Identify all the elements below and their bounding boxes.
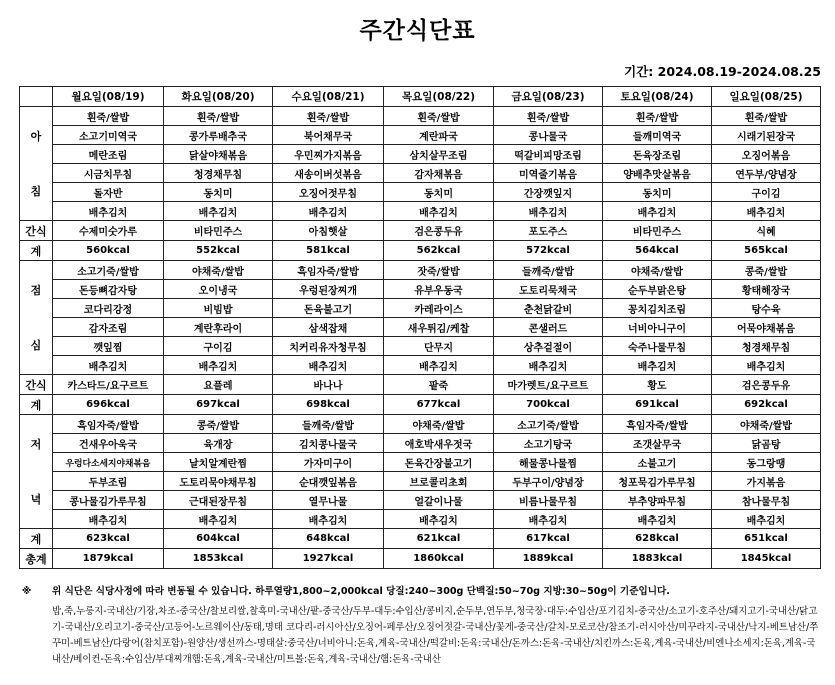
menu-item: 돈육장조림 <box>603 145 712 164</box>
menu-item: 떡갈비피망조림 <box>494 145 603 164</box>
menu-item: 닭곰탕 <box>712 434 821 453</box>
kcal-row <box>20 241 821 261</box>
menu-item: 비빔밥 <box>164 299 273 318</box>
menu-item: 배추김치 <box>712 356 821 375</box>
day-header: 화요일(08/20) <box>164 87 273 107</box>
menu-item: 우렁다소세지야채볶음 <box>53 453 164 472</box>
menu-item: 들깨미역국 <box>603 126 712 145</box>
menu-item: 카레라이스 <box>384 299 494 318</box>
kcal-cell: 651kcal <box>712 529 821 549</box>
menu-item: 탕수육 <box>712 299 821 318</box>
snack-cell: 아침햇살 <box>273 221 384 241</box>
menu-item: 참나물무침 <box>712 491 821 510</box>
dinner-row <box>20 434 821 453</box>
menu-item: 메란조림 <box>53 145 164 164</box>
lunch-label-char: 심 <box>30 338 42 352</box>
kcal-cell: 692kcal <box>712 395 821 415</box>
kcal-label: 계 <box>20 529 53 549</box>
menu-item: 흑임자죽/쌀밥 <box>273 261 384 280</box>
total-cell: 1889kcal <box>494 549 603 569</box>
menu-item: 콩가루배추국 <box>164 126 273 145</box>
snack-cell: 바나나 <box>273 375 384 395</box>
kcal-cell: 572kcal <box>494 241 603 261</box>
dinner-label-char: 녁 <box>30 492 42 506</box>
menu-item: 양배추맛살볶음 <box>603 164 712 183</box>
snack-label: 간식 <box>20 221 53 241</box>
breakfast-row <box>20 107 821 126</box>
menu-item: 동그랑땡 <box>712 453 821 472</box>
menu-item: 감자채볶음 <box>384 164 494 183</box>
day-header: 목요일(08/22) <box>384 87 494 107</box>
menu-item: 흰죽/쌀밥 <box>603 107 712 126</box>
kcal-cell: 565kcal <box>712 241 821 261</box>
dinner-row <box>20 491 821 510</box>
menu-item: 야채죽/쌀밥 <box>384 415 494 434</box>
snack-row <box>20 375 821 395</box>
menu-item: 흰죽/쌀밥 <box>53 107 164 126</box>
menu-item: 청경채무침 <box>164 164 273 183</box>
total-cell: 1883kcal <box>603 549 712 569</box>
dinner-row <box>20 453 821 472</box>
kcal-cell: 697kcal <box>164 395 273 415</box>
menu-item: 배추김치 <box>384 510 494 529</box>
lunch-row <box>20 318 821 337</box>
snack-cell: 비타민주스 <box>603 221 712 241</box>
menu-item: 콘샐러드 <box>494 318 603 337</box>
menu-item: 오징어젓무침 <box>273 183 384 202</box>
weekly-menu-table <box>19 86 821 569</box>
menu-item: 꽁치김치조림 <box>603 299 712 318</box>
breakfast-row <box>20 183 821 202</box>
menu-item: 소고기미역국 <box>53 126 164 145</box>
menu-item: 가자미구이 <box>273 453 384 472</box>
menu-item: 오이냉국 <box>164 280 273 299</box>
menu-item: 배추김치 <box>53 510 164 529</box>
snack-cell: 검은콩두유 <box>384 221 494 241</box>
menu-item: 시금치무침 <box>53 164 164 183</box>
dinner-row <box>20 472 821 491</box>
lunch-row <box>20 337 821 356</box>
menu-body <box>20 107 821 569</box>
menu-item: 야채죽/쌀밥 <box>712 415 821 434</box>
menu-item: 순두부맑은탕 <box>603 280 712 299</box>
kcal-cell: 552kcal <box>164 241 273 261</box>
kcal-cell: 691kcal <box>603 395 712 415</box>
menu-item: 육개장 <box>164 434 273 453</box>
breakfast-row <box>20 202 821 221</box>
menu-item: 야채죽/쌀밥 <box>603 261 712 280</box>
kcal-label: 계 <box>20 241 53 261</box>
breakfast-label <box>20 107 53 221</box>
menu-item: 돌자반 <box>53 183 164 202</box>
menu-item: 단무지 <box>384 337 494 356</box>
menu-item: 콩죽/쌀밥 <box>164 415 273 434</box>
asterisk-mark: ※ <box>22 586 32 597</box>
menu-item: 배추김치 <box>273 202 384 221</box>
menu-item: 브로콜리초회 <box>384 472 494 491</box>
lunch-label-char: 점 <box>30 283 42 297</box>
menu-item: 배추김치 <box>712 202 821 221</box>
menu-item: 배추김치 <box>603 202 712 221</box>
dinner-label <box>20 415 53 529</box>
menu-item: 돈등뼈감자탕 <box>53 280 164 299</box>
menu-item: 애호박새우젓국 <box>384 434 494 453</box>
snack-cell: 팥죽 <box>384 375 494 395</box>
menu-item: 너비아니구이 <box>603 318 712 337</box>
dinner-row <box>20 415 821 434</box>
menu-item: 계란파국 <box>384 126 494 145</box>
snack-cell: 마가렛트/요구르트 <box>494 375 603 395</box>
day-header: 수요일(08/21) <box>273 87 384 107</box>
lunch-row <box>20 299 821 318</box>
menu-item: 배추김치 <box>603 356 712 375</box>
dinner-label-char: 저 <box>30 437 42 451</box>
menu-item: 치커리유자청무침 <box>273 337 384 356</box>
day-header: 월요일(08/19) <box>53 87 164 107</box>
lunch-row <box>20 261 821 280</box>
kcal-label: 계 <box>20 395 53 415</box>
menu-item: 흰죽/쌀밥 <box>384 107 494 126</box>
menu-item: 연두부/양념장 <box>712 164 821 183</box>
menu-item: 흰죽/쌀밥 <box>273 107 384 126</box>
menu-item: 돈육간장불고기 <box>384 453 494 472</box>
total-label: 총계 <box>20 549 53 569</box>
menu-item: 닭살야채볶음 <box>164 145 273 164</box>
kcal-cell: 696kcal <box>53 395 164 415</box>
menu-item: 소고기죽/쌀밥 <box>494 415 603 434</box>
menu-item: 동치미 <box>384 183 494 202</box>
breakfast-label-char: 아 <box>30 129 42 143</box>
menu-item: 배추김치 <box>384 356 494 375</box>
day-header: 금요일(08/23) <box>494 87 603 107</box>
kcal-cell: 560kcal <box>53 241 164 261</box>
menu-item: 동치미 <box>603 183 712 202</box>
menu-item: 깻잎찜 <box>53 337 164 356</box>
kcal-row <box>20 395 821 415</box>
menu-item: 동치미 <box>164 183 273 202</box>
menu-item: 부추양파무침 <box>603 491 712 510</box>
total-cell: 1879kcal <box>53 549 164 569</box>
menu-item: 배추김치 <box>603 510 712 529</box>
menu-item: 흰죽/쌀밥 <box>164 107 273 126</box>
menu-item: 어묵야채볶음 <box>712 318 821 337</box>
breakfast-row <box>20 126 821 145</box>
menu-item: 청포묵김가루무침 <box>603 472 712 491</box>
menu-item: 도토리묵채국 <box>494 280 603 299</box>
menu-item: 오징어볶음 <box>712 145 821 164</box>
breakfast-row <box>20 164 821 183</box>
menu-item: 간장깻잎지 <box>494 183 603 202</box>
breakfast-row <box>20 145 821 164</box>
menu-item: 도토리묵야채무침 <box>164 472 273 491</box>
menu-item: 계란후라이 <box>164 318 273 337</box>
menu-item: 콩나물김가루무침 <box>53 491 164 510</box>
menu-item: 황태해장국 <box>712 280 821 299</box>
lunch-row <box>20 356 821 375</box>
kcal-cell: 562kcal <box>384 241 494 261</box>
menu-item: 배추김치 <box>273 356 384 375</box>
menu-item: 춘천닭갈비 <box>494 299 603 318</box>
kcal-cell: 648kcal <box>273 529 384 549</box>
page-title: 주간식단표 <box>359 18 476 44</box>
total-cell: 1853kcal <box>164 549 273 569</box>
menu-item: 북어채무국 <box>273 126 384 145</box>
menu-item: 소고기탕국 <box>494 434 603 453</box>
kcal-cell: 677kcal <box>384 395 494 415</box>
kcal-cell: 628kcal <box>603 529 712 549</box>
menu-item: 두부조림 <box>53 472 164 491</box>
menu-item: 구이김 <box>712 183 821 202</box>
menu-item: 배추김치 <box>53 356 164 375</box>
menu-item: 배추김치 <box>384 202 494 221</box>
dinner-row <box>20 510 821 529</box>
menu-item: 상추겉절이 <box>494 337 603 356</box>
day-header: 일요일(08/25) <box>712 87 821 107</box>
kcal-cell: 617kcal <box>494 529 603 549</box>
snack-cell: 카스타드/요구르트 <box>53 375 164 395</box>
menu-item: 두부구이/양념장 <box>494 472 603 491</box>
menu-item: 새우튀김/케찹 <box>384 318 494 337</box>
menu-item: 조갯살무국 <box>603 434 712 453</box>
kcal-cell: 581kcal <box>273 241 384 261</box>
menu-item: 야채죽/쌀밥 <box>164 261 273 280</box>
menu-item: 배추김치 <box>273 510 384 529</box>
menu-item: 배추김치 <box>494 356 603 375</box>
menu-item: 흰죽/쌀밥 <box>712 107 821 126</box>
day-header-row <box>20 87 821 107</box>
menu-item: 순대깻잎볶음 <box>273 472 384 491</box>
menu-item: 배추김치 <box>494 510 603 529</box>
menu-item: 우민찌가지볶음 <box>273 145 384 164</box>
menu-item: 배추김치 <box>53 202 164 221</box>
snack-label: 간식 <box>20 375 53 395</box>
lunch-row <box>20 280 821 299</box>
menu-item: 우렁된장찌개 <box>273 280 384 299</box>
menu-item: 해물콩나물찜 <box>494 453 603 472</box>
menu-item: 비름나물무침 <box>494 491 603 510</box>
menu-item: 감자조림 <box>53 318 164 337</box>
menu-item: 배추김치 <box>494 202 603 221</box>
menu-item: 시래기된장국 <box>712 126 821 145</box>
menu-item: 배추김치 <box>164 356 273 375</box>
menu-item: 새송이버섯볶음 <box>273 164 384 183</box>
menu-item: 날치알계란찜 <box>164 453 273 472</box>
menu-item: 흰죽/쌀밥 <box>494 107 603 126</box>
menu-item: 삼치살무조림 <box>384 145 494 164</box>
kcal-row <box>20 529 821 549</box>
menu-item: 콩죽/쌀밥 <box>712 261 821 280</box>
kcal-cell: 623kcal <box>53 529 164 549</box>
total-cell: 1927kcal <box>273 549 384 569</box>
snack-row <box>20 221 821 241</box>
kcal-cell: 564kcal <box>603 241 712 261</box>
breakfast-label-char: 침 <box>30 184 42 198</box>
menu-item: 흑임자죽/쌀밥 <box>53 415 164 434</box>
menu-item: 청경채무침 <box>712 337 821 356</box>
kcal-cell: 700kcal <box>494 395 603 415</box>
snack-cell: 식혜 <box>712 221 821 241</box>
menu-item: 유부우동국 <box>384 280 494 299</box>
total-cell: 1845kcal <box>712 549 821 569</box>
menu-item: 삼색잡채 <box>273 318 384 337</box>
kcal-cell: 621kcal <box>384 529 494 549</box>
notes-section <box>22 583 822 668</box>
menu-item: 열무나물 <box>273 491 384 510</box>
menu-item: 흑임자죽/쌀밥 <box>603 415 712 434</box>
menu-period: 기간: 2024.08.19-2024.08.25 <box>624 64 821 79</box>
day-header: 토요일(08/24) <box>603 87 712 107</box>
menu-item: 잣죽/쌀밥 <box>384 261 494 280</box>
menu-item: 얼갈이나물 <box>384 491 494 510</box>
menu-item: 가지볶음 <box>712 472 821 491</box>
menu-item: 건새우아욱국 <box>53 434 164 453</box>
menu-item: 배추김치 <box>164 202 273 221</box>
nutrition-note: 위 식단은 식당사정에 따라 변동될 수 있습니다. 하루열량1,800~2,000kcal 당질:240~300g 단백질:50~70g 지방:30~50g이 기준입니다. <box>52 586 670 597</box>
snack-cell: 황도 <box>603 375 712 395</box>
menu-item: 구이김 <box>164 337 273 356</box>
menu-item: 돈육불고기 <box>273 299 384 318</box>
snack-cell: 비타민주스 <box>164 221 273 241</box>
snack-cell: 검은콩두유 <box>712 375 821 395</box>
menu-item: 들깨죽/쌀밥 <box>273 415 384 434</box>
snack-cell: 포도주스 <box>494 221 603 241</box>
total-row <box>20 549 821 569</box>
menu-item: 콩나물국 <box>494 126 603 145</box>
corner-cell <box>20 87 53 107</box>
menu-item: 숙주나물무침 <box>603 337 712 356</box>
total-cell: 1860kcal <box>384 549 494 569</box>
menu-item: 들깨죽/쌀밥 <box>494 261 603 280</box>
menu-item: 배추김치 <box>164 510 273 529</box>
snack-cell: 요플레 <box>164 375 273 395</box>
lunch-label <box>20 261 53 375</box>
menu-item: 김치콩나물국 <box>273 434 384 453</box>
kcal-cell: 604kcal <box>164 529 273 549</box>
origin-note: 밥,죽,누룽지-국내산/기장,차조-중국산/찰보리쌀,찰흑미-국내산/팥-중국산/두부-대두:수입산/콩비지,순두부,연두부,청국장-대두:수입산/포기김치-중국산/소고기-호주산/돼지고기-국내산/닭고기-국내산/오리고기-중국산/고등어-노르웨이산/동태,명태 코다리-러시아산/오징어-페루산/오징어젓갈-국내산/꽃게-중국산/갈치-모로코산/참조기-러시아산/미꾸라지-국내산/낙지-베트남산/쭈꾸미-베트남산/다랑어(참치포함)-원양산/생선까스-명태살:중국산/너비아니:돈육,계육-국내산/떡갈비:돈육:국내산/돈까스:돈육-국내산/치킨까스:돈육,계육-국내산/비엔나소세지:돈육,계육-국내산/베이컨-돈육:수입산/부대찌개햄:돈육,계육-국내산/미트볼:돈육,계육-국내산/햄:돈육-국내산 <box>52 606 819 665</box>
menu-item: 코다리강정 <box>53 299 164 318</box>
snack-cell: 수제미숫가루 <box>53 221 164 241</box>
menu-item: 배추김치 <box>712 510 821 529</box>
menu-item: 소고기죽/쌀밥 <box>53 261 164 280</box>
menu-item: 미역줄기볶음 <box>494 164 603 183</box>
kcal-cell: 698kcal <box>273 395 384 415</box>
menu-item: 소불고기 <box>603 453 712 472</box>
menu-item: 근대된장무침 <box>164 491 273 510</box>
